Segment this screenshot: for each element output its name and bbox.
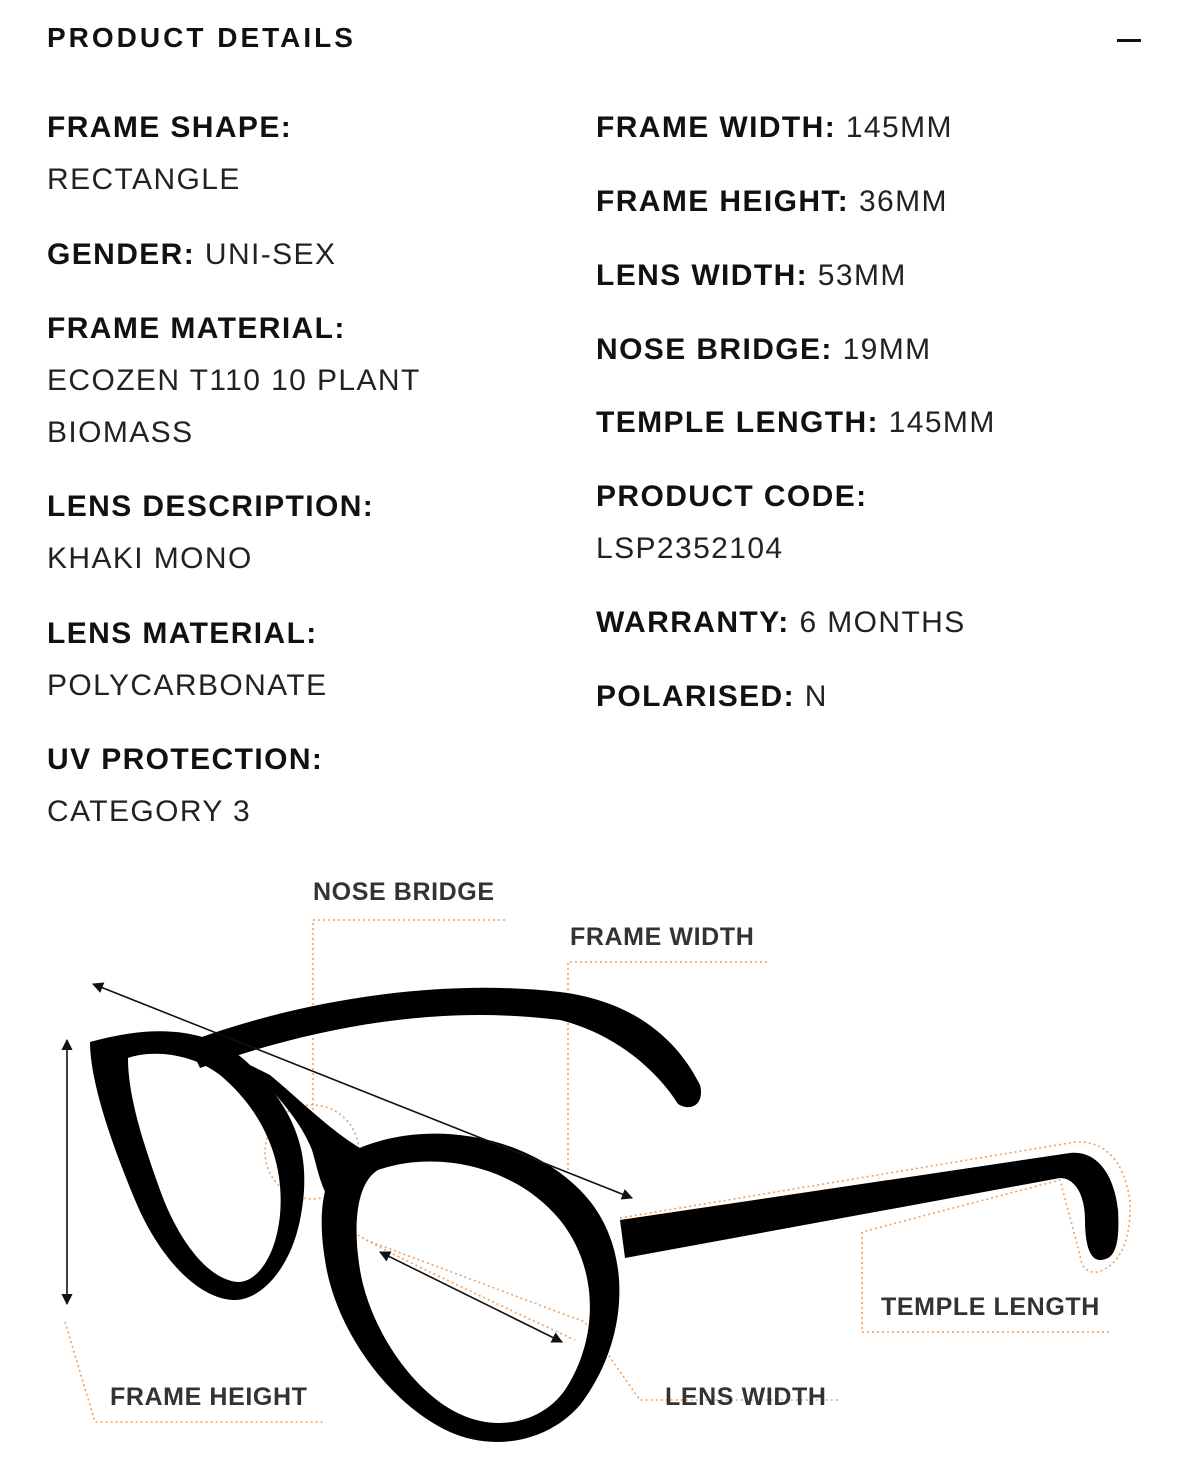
spec-label: GENDER: [47, 238, 196, 271]
spec-lens-material [47, 608, 507, 712]
spec-uv-protection [47, 734, 507, 838]
spec-value: 6 MONTHS [799, 606, 966, 639]
spec-label: UV PROTECTION: [47, 743, 324, 776]
spec-frame-height [596, 176, 1176, 228]
label-frame-width: FRAME WIDTH [570, 923, 755, 951]
spec-value: N [804, 680, 828, 713]
spec-label: FRAME SHAPE: [47, 111, 293, 144]
spec-value: ECOZEN T110 10 PLANT BIOMASS [47, 364, 421, 449]
spec-label: WARRANTY: [596, 606, 790, 639]
spec-lens-description [47, 481, 507, 585]
collapse-toggle-button[interactable] [1112, 22, 1146, 58]
spec-label: FRAME HEIGHT: [596, 185, 850, 218]
label-lens-width: LENS WIDTH [665, 1383, 827, 1411]
spec-frame-width [596, 102, 1176, 154]
label-temple-length: TEMPLE LENGTH [881, 1293, 1100, 1321]
minus-icon [1117, 39, 1141, 42]
spec-value: UNI-SEX [204, 238, 337, 271]
spec-product-code [596, 471, 1176, 575]
glasses-frame-shape [90, 988, 1118, 1442]
spec-value: RECTANGLE [47, 163, 241, 196]
spec-label: POLARISED: [596, 680, 796, 713]
spec-value: LSP2352104 [596, 532, 784, 565]
spec-warranty [596, 597, 1176, 649]
spec-value: KHAKI MONO [47, 542, 253, 575]
spec-value: 53MM [817, 259, 907, 292]
spec-nose-bridge [596, 324, 1176, 376]
spec-frame-shape [47, 102, 507, 206]
spec-label: LENS WIDTH: [596, 259, 809, 292]
spec-value: POLYCARBONATE [47, 669, 328, 702]
spec-label: FRAME MATERIAL: [47, 312, 346, 345]
spec-label: LENS MATERIAL: [47, 617, 318, 650]
spec-lens-width [596, 250, 1176, 302]
spec-value: 19MM [842, 333, 932, 366]
product-details-header[interactable] [0, 0, 1200, 80]
label-frame-height: FRAME HEIGHT [110, 1383, 308, 1411]
spec-value: 36MM [858, 185, 948, 218]
spec-frame-material [47, 303, 487, 459]
spec-label: NOSE BRIDGE: [596, 333, 833, 366]
spec-value: 145MM [845, 111, 953, 144]
label-nose-bridge: NOSE BRIDGE [313, 878, 495, 906]
section-title: PRODUCT DETAILS [47, 22, 356, 53]
spec-label: FRAME WIDTH: [596, 111, 837, 144]
spec-value: 145MM [888, 406, 996, 439]
spec-label: LENS DESCRIPTION: [47, 490, 375, 523]
spec-polarised [596, 671, 1176, 723]
spec-value: CATEGORY 3 [47, 795, 252, 828]
spec-label: TEMPLE LENGTH: [596, 406, 879, 439]
glasses-measurement-diagram [0, 860, 1200, 1458]
spec-gender [47, 229, 507, 281]
spec-label: PRODUCT CODE: [596, 480, 868, 513]
spec-temple-length [596, 397, 1176, 449]
